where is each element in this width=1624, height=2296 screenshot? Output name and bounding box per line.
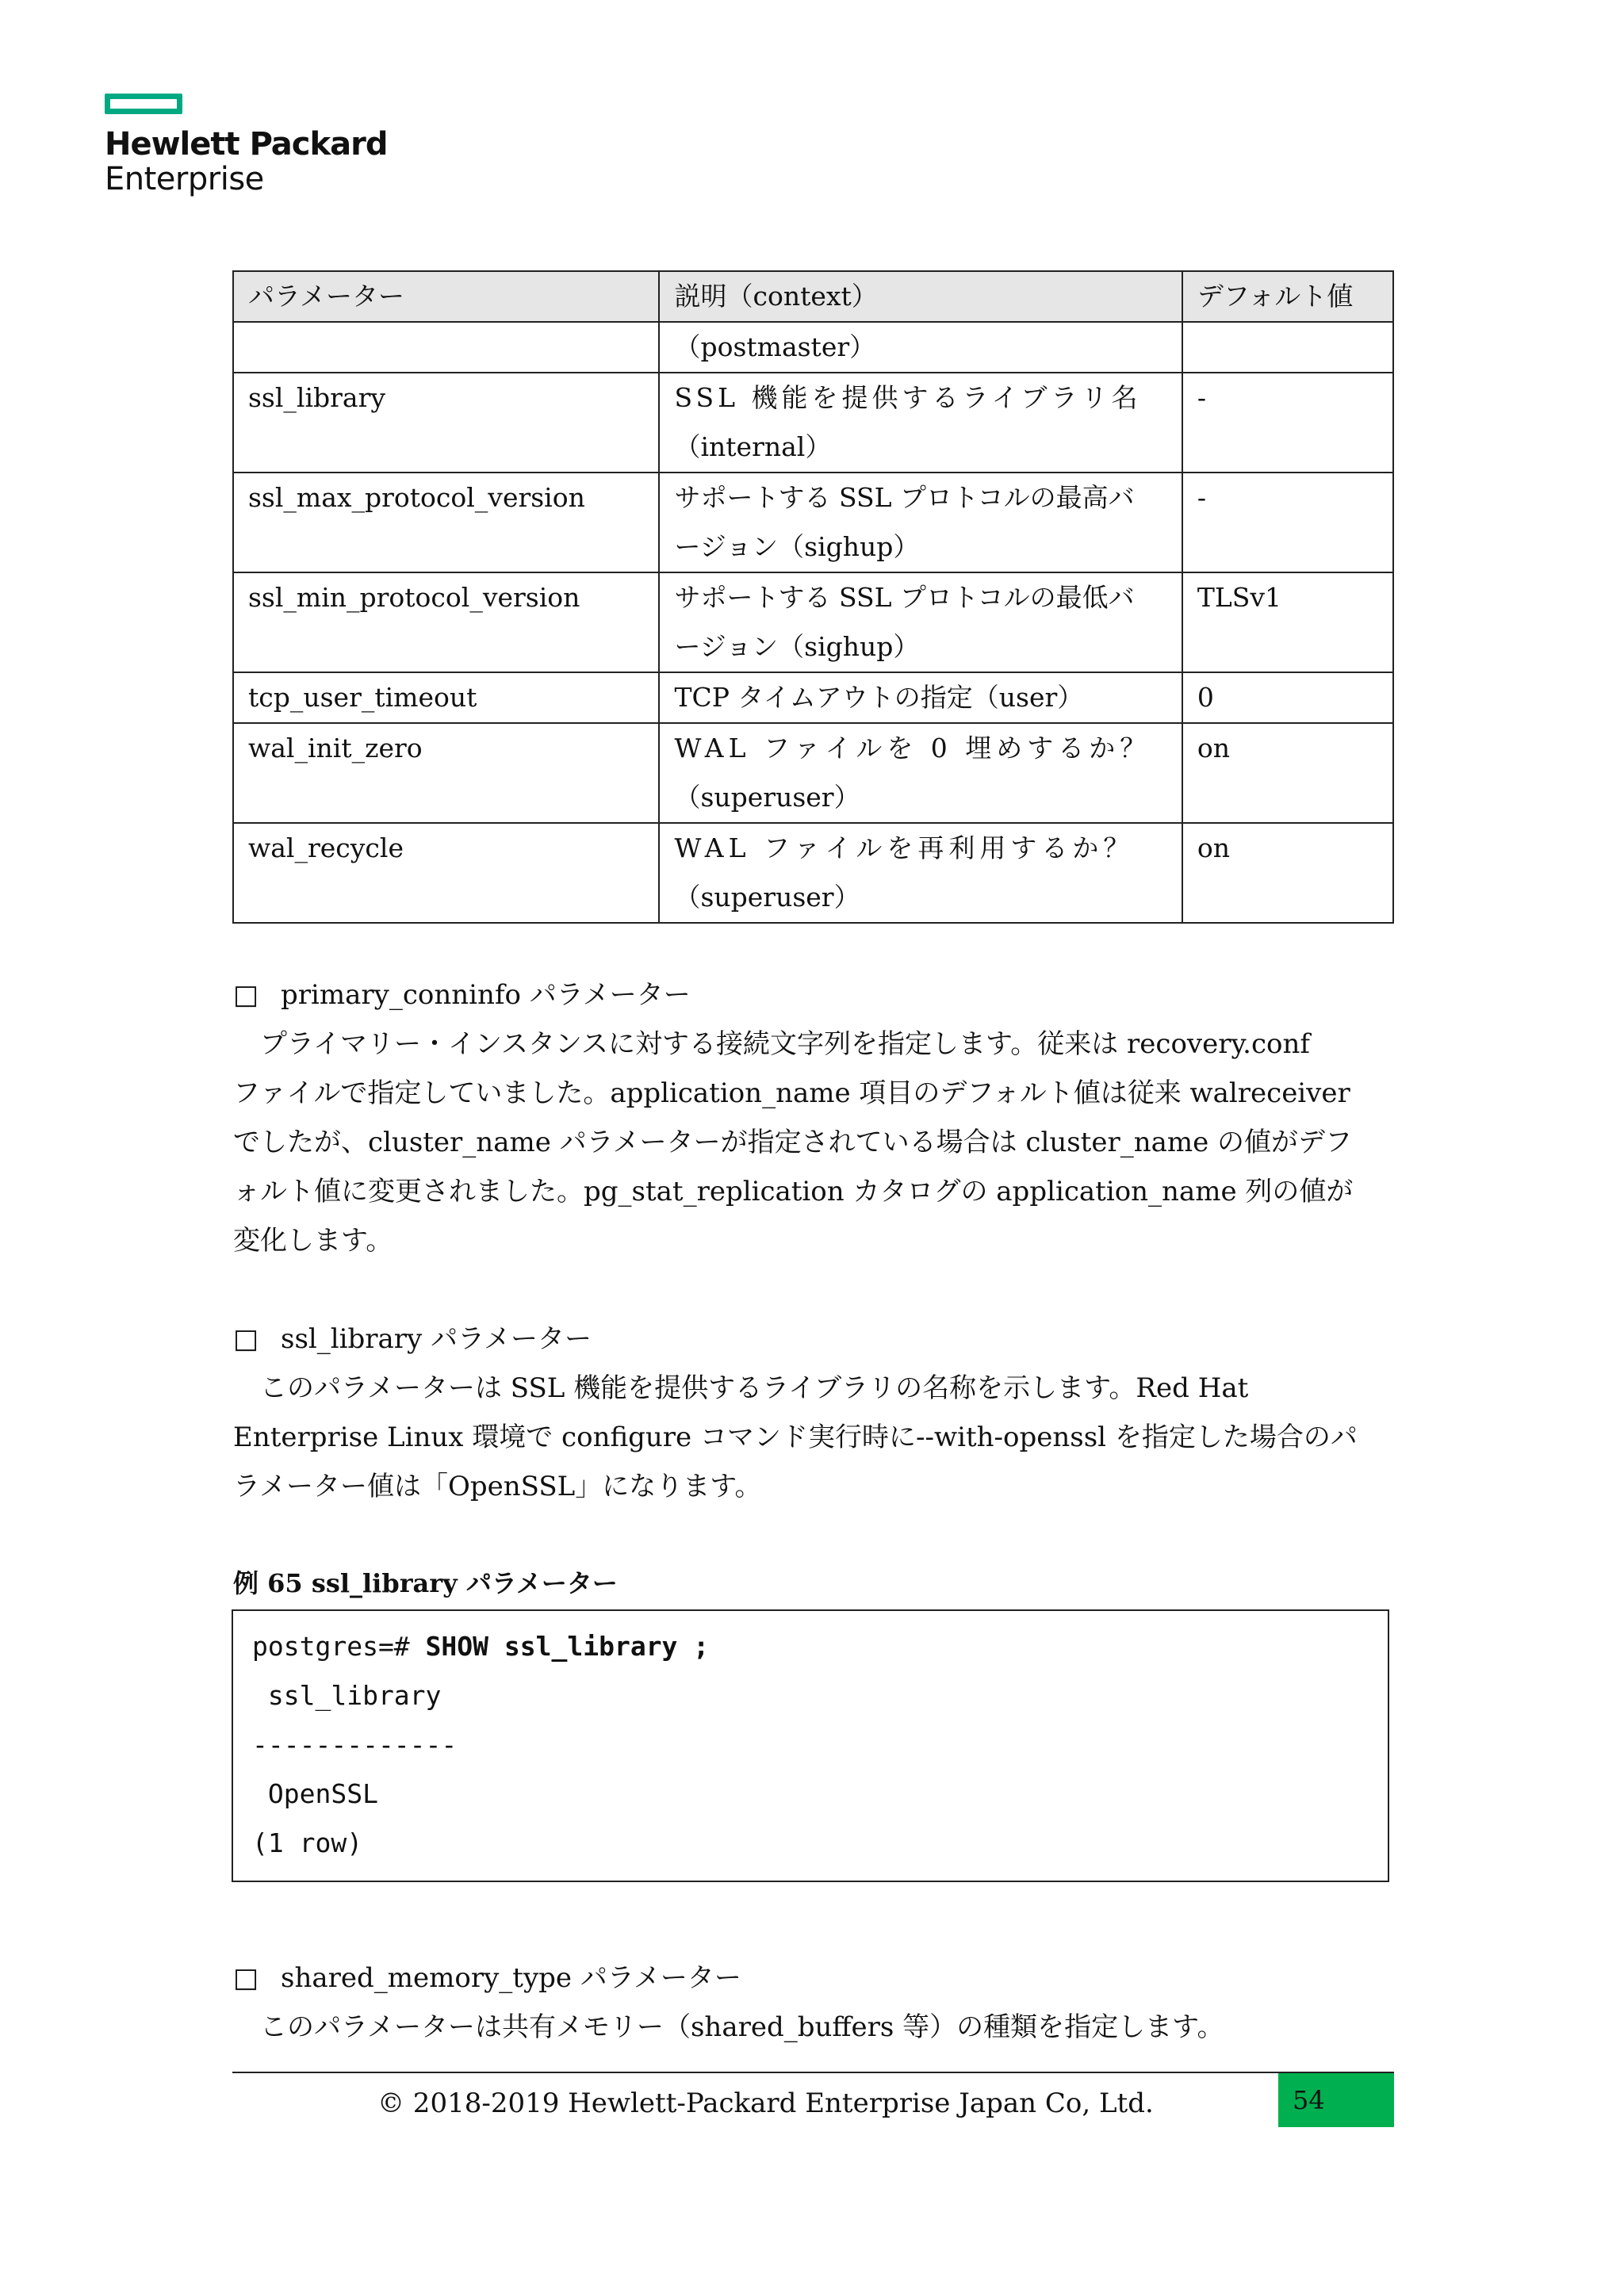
section-title: primary_conninfo パラメーター (281, 979, 691, 1011)
code-example (232, 1609, 1389, 1882)
body-line: このパラメーターは共有メモリー（shared_buffers 等）の種類を指定します。 (260, 2011, 1224, 2043)
checkbox-icon: □ (233, 979, 259, 1011)
param-default: on (1182, 723, 1393, 823)
param-name: ssl_max_protocol_version (233, 473, 659, 572)
desc-line: サポートする SSL プロトコルの最低バ (674, 582, 1135, 613)
desc-line: （internal） (674, 431, 832, 462)
section-title: ssl_library パラメーター (281, 1323, 592, 1355)
table-row (233, 723, 1393, 823)
param-name (233, 322, 659, 373)
section-ssl-library (233, 1314, 1391, 1511)
param-default: TLSv1 (1182, 572, 1393, 672)
param-default: on (1182, 823, 1393, 923)
section-primary-conninfo (233, 970, 1391, 1265)
section-body (233, 2003, 1391, 2052)
body-line: でしたが、cluster_name パラメーターが指定されている場合は cluster_name の値がデフ (233, 1127, 1353, 1158)
section-body (233, 1020, 1391, 1265)
section-shared-memory-type (233, 1954, 1391, 2052)
desc-line: （postmaster） (674, 331, 876, 362)
desc-line: ージョン（sighup） (674, 631, 920, 662)
hpe-logo (105, 94, 387, 197)
body-line: 変化します。 (233, 1225, 393, 1257)
desc-line: ージョン（sighup） (674, 531, 920, 562)
checkbox-icon: □ (233, 1962, 259, 1994)
header-description: 説明（context） (659, 271, 1182, 322)
desc-line: WAL ファイルを 0 埋めするか？ (674, 733, 1151, 763)
body-line: ォルト値に変更されました。pg_stat_replication カタログの application_name 列の値が (233, 1176, 1354, 1207)
logo-text-line2: Enterprise (105, 161, 264, 197)
body-line: ラメーター値は「OpenSSL」になります。 (233, 1471, 762, 1502)
desc-line: （superuser） (674, 782, 860, 813)
code-line: ssl_library (252, 1680, 442, 1711)
param-description (659, 572, 1182, 672)
header-parameter: パラメーター (233, 271, 659, 322)
param-default: - (1182, 373, 1393, 473)
footer-copyright: © 2018-2019 Hewlett-Packard Enterprise Japan Co, Ltd. (377, 2087, 1154, 2119)
param-name: ssl_library (233, 373, 659, 473)
section-heading (233, 1954, 1391, 2003)
logo-mark (105, 94, 182, 114)
parameter-table (232, 270, 1394, 924)
code-command: SHOW ssl_library ; (425, 1631, 710, 1662)
desc-line: （superuser） (674, 882, 860, 913)
table-row (233, 672, 1393, 723)
header-default: デフォルト値 (1182, 271, 1393, 322)
param-name: tcp_user_timeout (233, 672, 659, 723)
table-row (233, 322, 1393, 373)
param-default: 0 (1182, 672, 1393, 723)
section-heading (233, 1314, 1391, 1364)
param-name: wal_recycle (233, 823, 659, 923)
table-row (233, 572, 1393, 672)
param-name: wal_init_zero (233, 723, 659, 823)
body-line: このパラメーターは SSL 機能を提供するライブラリの名称を示します。Red Hat (260, 1372, 1249, 1404)
desc-line: WAL ファイルを再利用するか？ (674, 832, 1135, 863)
checkbox-icon: □ (233, 1323, 259, 1355)
param-description (659, 322, 1182, 373)
footer-divider (232, 2072, 1394, 2073)
param-default: - (1182, 473, 1393, 572)
example-caption: 例 65 ssl_library パラメーター (233, 1568, 618, 1598)
param-default (1182, 322, 1393, 373)
param-name: ssl_min_protocol_version (233, 572, 659, 672)
param-description (659, 723, 1182, 823)
table-row (233, 373, 1393, 473)
code-line: OpenSSL (252, 1778, 378, 1809)
logo-text-line1: Hewlett Packard (105, 126, 388, 163)
page-number: 54 (1278, 2073, 1394, 2127)
desc-line: SSL 機能を提供するライブラリ名 (674, 382, 1142, 413)
body-line: プライマリー・インスタンスに対する接続文字列を指定します。従来は recovery.conf (260, 1028, 1310, 1060)
param-description (659, 373, 1182, 473)
desc-line: サポートする SSL プロトコルの最高バ (674, 482, 1135, 513)
table-header-row (233, 271, 1393, 322)
desc-line: TCP タイムアウトの指定（user） (674, 682, 1084, 713)
param-description (659, 672, 1182, 723)
body-line: ファイルで指定していました。application_name 項目のデフォルト値は従来 walreceiver (233, 1077, 1350, 1109)
param-description (659, 473, 1182, 572)
table-row (233, 473, 1393, 572)
section-heading (233, 970, 1391, 1020)
code-prompt: postgres=# (252, 1631, 426, 1662)
section-title: shared_memory_type パラメーター (281, 1962, 741, 1994)
code-line: ------------- (252, 1729, 458, 1760)
param-description (659, 823, 1182, 923)
table-row (233, 823, 1393, 923)
section-body (233, 1364, 1391, 1511)
code-line: (1 row) (252, 1827, 363, 1858)
body-line: Enterprise Linux 環境で configure コマンド実行時に--with-openssl を指定した場合のパ (233, 1422, 1358, 1453)
code-line (252, 1622, 1369, 1671)
